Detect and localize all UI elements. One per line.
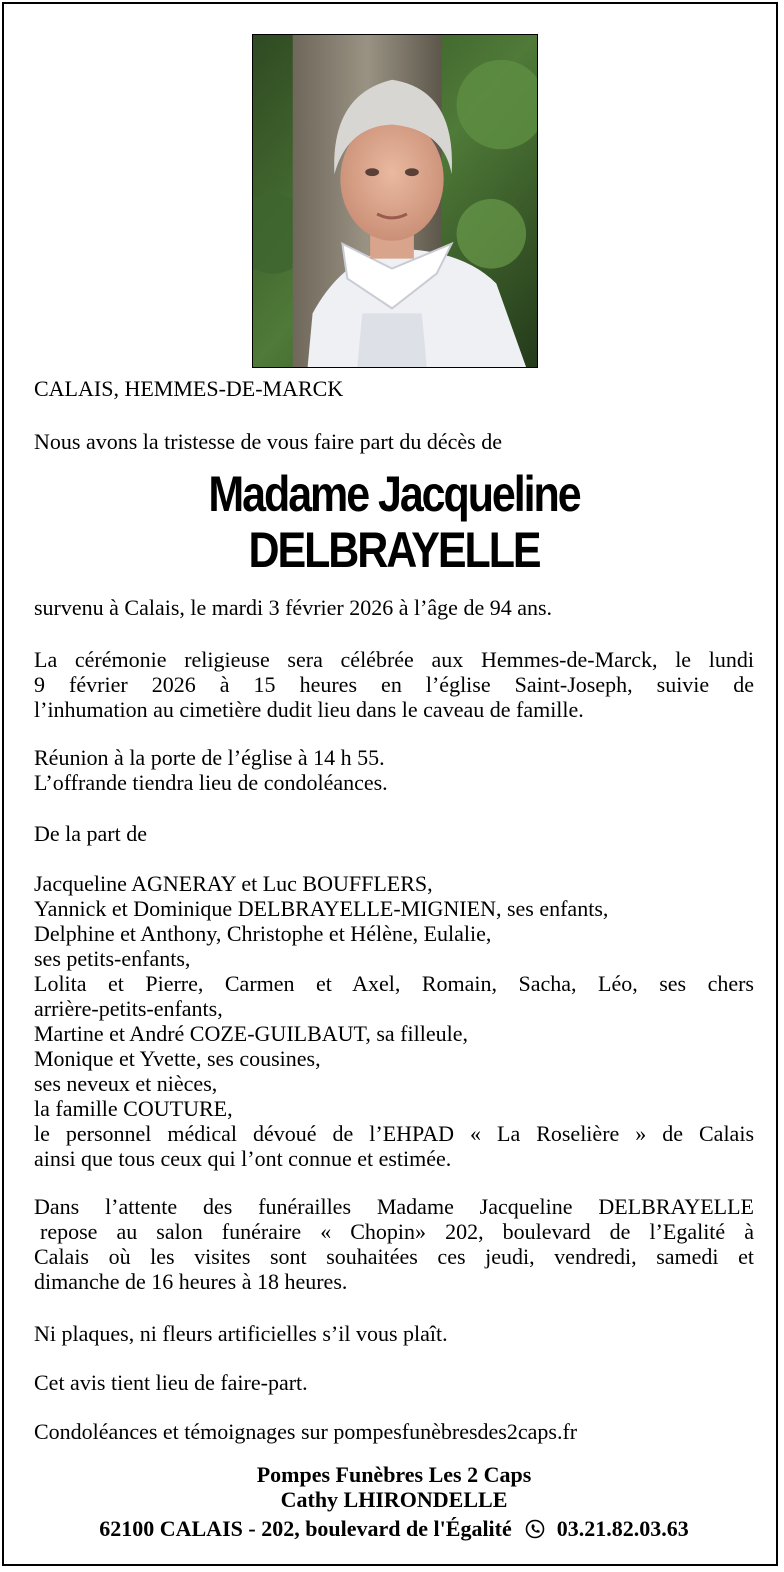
obituary-frame <box>2 2 778 1566</box>
repose-line: repose au salon funéraire « Chopin» 202, boulevard de l’Egalité à <box>40 1219 754 1244</box>
funeral-home-address-line <box>24 1516 764 1545</box>
family-list-item: Martine et André COZE-GUILBAUT, sa filleule, <box>34 1021 468 1046</box>
family-list-item: Lolita et Pierre, Carmen et Axel, Romain, Sacha, Léo, ses chers <box>34 971 754 996</box>
family-list-item: le personnel médical dévoué de l’EHPAD « La Roselière » de Calais <box>34 1121 754 1146</box>
ceremony-line: l’inhumation au cimetière dudit lieu dans le caveau de famille. <box>34 697 584 722</box>
notice-text: Cet avis tient lieu de faire-part. <box>34 1370 308 1395</box>
funeral-home-name: Pompes Funèbres Les 2 Caps <box>256 1462 532 1487</box>
family-list <box>34 871 754 1171</box>
meeting-paragraph <box>34 745 754 795</box>
family-list-item: arrière-petits-enfants, <box>34 996 223 1021</box>
family-list-item: Monique et Yvette, ses cousines, <box>34 1046 321 1071</box>
location: CALAIS, HEMMES-DE-MARCK <box>34 376 344 401</box>
family-list-item: Jacqueline AGNERAY et Luc BOUFFLERS, <box>34 871 433 896</box>
deceased-name-line-1: Madame Jacqueline <box>208 466 580 522</box>
family-list-item: Yannick et Dominique DELBRAYELLE-MIGNIEN, ses enfants, <box>34 896 609 921</box>
ceremony-line: La cérémonie religieuse sera célébrée aux Hemmes-de-Marck, le lundi <box>34 647 754 672</box>
condolences-text: Condoléances et témoignages sur pompesfunèbresdes2caps.fr <box>34 1419 578 1444</box>
deceased-name-line-2: DELBRAYELLE <box>248 522 540 578</box>
repose-line: Dans l’attente des funérailles Madame Jacqueline DELBRAYELLE <box>34 1194 754 1219</box>
funeral-home-address: 62100 CALAIS - 202, boulevard de l'Égalité <box>99 1516 512 1541</box>
family-list-item: Delphine et Anthony, Christophe et Hélène, Eulalie, <box>34 921 492 946</box>
family-list-item: ses petits-enfants, <box>34 946 191 971</box>
repose-line: Calais où les visites sont souhaitées ces jeudi, vendredi, samedi et <box>34 1244 754 1269</box>
family-list-item: ainsi que tous ceux qui l’ont connue et estimée. <box>34 1146 452 1171</box>
from-label: De la part de <box>34 821 147 846</box>
portrait-photo <box>252 34 538 368</box>
ceremony-line: 9 février 2026 à 15 heures en l’église Saint-Joseph, suivie de <box>34 672 754 697</box>
repose-paragraph <box>34 1194 754 1294</box>
family-list-item: la famille COUTURE, <box>34 1096 233 1121</box>
death-info: survenu à Calais, le mardi 3 février 2026 à l’âge de 94 ans. <box>34 595 553 620</box>
funeral-home-contact: Cathy LHIRONDELLE <box>280 1487 508 1512</box>
meeting-line: L’offrande tiendra lieu de condoléances. <box>34 770 388 795</box>
ceremony-paragraph <box>34 647 754 722</box>
funeral-home-phone: 03.21.82.03.63 <box>556 1516 689 1541</box>
meeting-line: Réunion à la porte de l’église à 14 h 55. <box>34 745 385 770</box>
phone-icon <box>525 1519 545 1545</box>
no-flowers-note: Ni plaques, ni fleurs artificielles s’il vous plaît. <box>34 1321 448 1346</box>
intro-text: Nous avons la tristesse de vous faire part du décès de <box>34 429 502 454</box>
portrait-image <box>253 35 537 367</box>
family-list-item: ses neveux et nièces, <box>34 1071 218 1096</box>
repose-line: dimanche de 16 heures à 18 heures. <box>34 1269 348 1294</box>
